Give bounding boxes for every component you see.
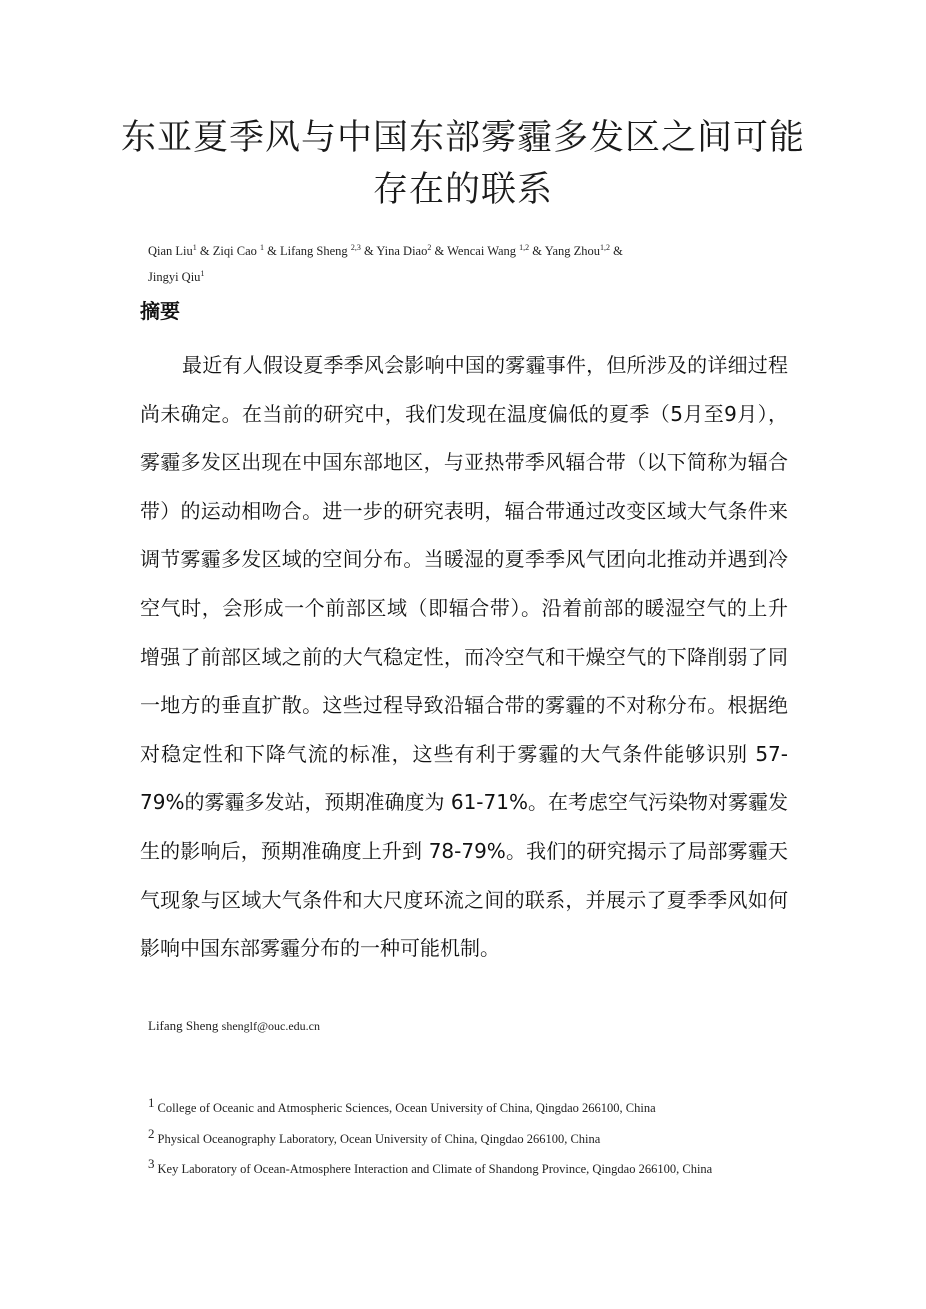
- affiliation-item: [148, 1121, 848, 1152]
- author-affiliation-marker: 1: [192, 242, 197, 252]
- author-separator: &: [360, 244, 377, 258]
- affiliation-list: [148, 1090, 848, 1182]
- abstract-body: 最近有人假设夏季季风会影响中国的雾霾事件，但所涉及的详细过程尚未确定。在当前的研究中，我们发现在温度偏低的夏季（5月至9月），雾霾多发区出现在中国东部地区，与亚热带季风辐合带（以下简称为辐合带）的运动相吻合。进一步的研究表明，辐合带通过改变区域大气条件来调节雾霾多发区域的空间分布。当暖湿的夏季季风气团向北推动并遇到冷空气时，会形成一个前部区域（即辐合带）。沿着前部的暖湿空气的上升增强了前部区域之前的大气稳定性，而冷空气和干燥空气的下降削弱了同一地方的垂直扩散。这些过程导致沿辐合带的雾霾的不对称分布。根据绝对稳定性和下降气流的标准，这些有利于雾霾的大气条件能够识别 57-79%的雾霾多发站，预期准确度为 61-71%。在考虑空气污染物对雾霾发生的影响后，预期准确度上升到 78-79%。我们的研究揭示了局部雾霾天气现象与区域大气条件和大尺度环流之间的联系，并展示了夏季季风如何影响中国东部雾霾分布的一种可能机制。: [140, 353, 788, 961]
- abstract-heading: 摘要: [140, 299, 180, 323]
- author-name: Qian Liu: [148, 244, 193, 258]
- author-affiliation-marker: 1,2: [600, 242, 611, 252]
- author-affiliation-marker: 2,3: [350, 242, 361, 252]
- affiliation-number: 3: [148, 1156, 155, 1171]
- affiliation-number: 2: [148, 1125, 155, 1141]
- author-separator: &: [264, 244, 280, 258]
- author-name: Jingyi Qiu: [148, 270, 201, 284]
- author-separator: &: [431, 244, 448, 258]
- corresponding-author-name: Lifang Sheng: [148, 1018, 219, 1033]
- author-affiliation-marker: 2: [427, 242, 432, 252]
- author-name: Wencai Wang: [447, 244, 520, 258]
- author-affiliation-marker: 1,2: [519, 242, 530, 252]
- author-name: Lifang Sheng: [279, 244, 351, 258]
- author-separator: &: [196, 244, 213, 258]
- author-name: Yina Diao: [376, 244, 428, 258]
- affiliation-text: Physical Oceanography Laboratory, Ocean University of China, Qingdao 266100, China: [157, 1131, 601, 1146]
- author-affiliation-marker: 1: [200, 268, 205, 278]
- affiliation-item: [148, 1151, 848, 1182]
- affiliation-text: College of Oceanic and Atmospheric Sciences, Ocean University of China, Qingdao 266100, China: [157, 1101, 656, 1115]
- affiliation-number: 1: [148, 1095, 155, 1110]
- author-list: [148, 238, 798, 290]
- paper-title: 东亚夏季风与中国东部雾霾多发区之间可能存在的联系: [120, 118, 805, 210]
- author-separator: &: [529, 244, 545, 258]
- author-separator: &: [610, 244, 623, 258]
- affiliation-item: [148, 1090, 848, 1121]
- author-name: Ziqi Cao: [212, 244, 260, 258]
- author-affiliation-marker: 1: [260, 242, 264, 252]
- corresponding-author: [148, 1016, 320, 1036]
- corresponding-author-email: shenglf@ouc.edu.cn: [221, 1019, 321, 1033]
- affiliation-text: Key Laboratory of Ocean-Atmosphere Interaction and Climate of Shandong Province, Qingdao 266100, China: [157, 1162, 713, 1176]
- author-name: Yang Zhou: [544, 244, 601, 258]
